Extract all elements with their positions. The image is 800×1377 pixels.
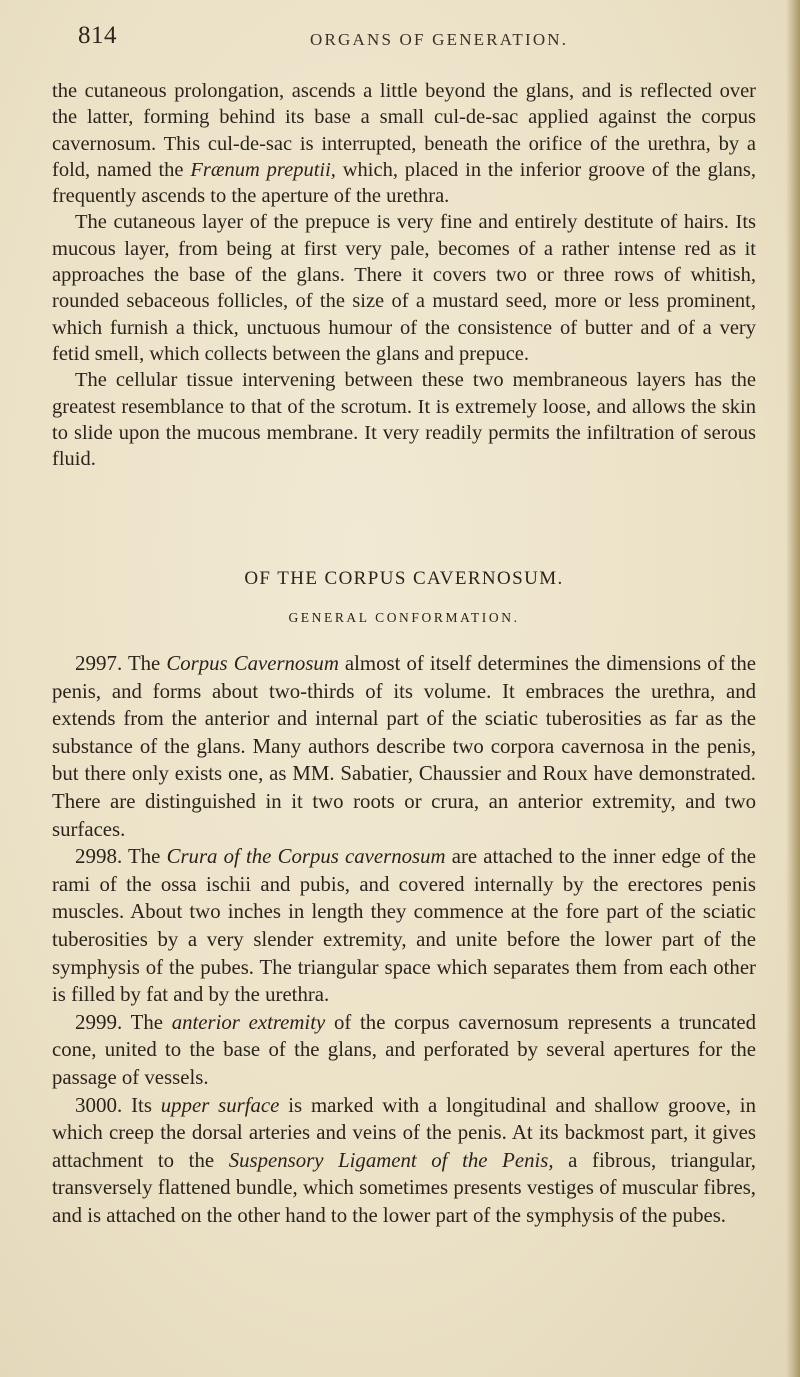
paragraph-number: 3000. (75, 1092, 123, 1117)
paragraph-number: 2998. (75, 844, 123, 869)
paragraph-text: almost of itself determines the dimensions of the penis, and forms about two-thirds of its volume. It embraces the urethra, and extends from the anterior and internal part of the sciatic tuberosities as far as the substance of the glans. Many authors describe two corpora cavernosa in the penis, but there only exists one, as MM. Sabatier, Chaussier and Roux have demonstrated. There are distinguished in it two roots or crura, an anterior extremity, and two surfaces. (52, 652, 756, 841)
paragraph-2998 (52, 843, 756, 1009)
running-head-title: ORGANS OF GENERATION. (310, 30, 569, 49)
paragraph-2999 (52, 1009, 756, 1092)
paragraph-number: 2999. (75, 1009, 123, 1034)
paragraph-text: the cutaneous prolongation, ascends a little beyond the glans, and is reflected over the latter, forming behind its base a small cul-de-sac applied against the corpus cavernosum. This cul-de-sac is interrupted, beneath the orifice of the urethra, by a fold, named the (52, 80, 756, 181)
section-heading: OF THE CORPUS CAVERNOSUM. (244, 568, 564, 589)
italic-term: anterior extremity (171, 1010, 326, 1034)
italic-term: Frænum preputii, (190, 158, 336, 181)
paragraph-text: The (122, 652, 167, 675)
paragraph-text: which, placed in the inferior groove of the glans, frequently ascends to the aperture of the urethra. (52, 158, 756, 208)
paragraph-text: The (122, 845, 167, 869)
paragraph-text: of the corpus cavernosum represents a truncated cone, united to the base of the glans, and perforated by several apertures for the passage of vessels. (52, 1010, 756, 1089)
italic-term: upper surface (160, 1093, 280, 1117)
paragraph: The cutaneous layer of the prepuce is very fine and entirely destitute of hairs. Its mucous layer, from being at first very pale, becomes of a rather intense red as it approaches the base of the glans. There it covers two or three rows of whitish, rounded sebaceous follicles, of the size of a mustard seed, more or less prominent, which furnish a thick, unctuous humour of the consistence of butter and of a very fetid smell, which collects between the glans and prepuce. (52, 211, 756, 365)
italic-term: Corpus Cavernosum (166, 652, 339, 675)
paragraph (52, 78, 756, 209)
paragraph-number: 2997. (75, 651, 123, 675)
italic-term: Crura of the Corpus cavernosum (166, 845, 446, 869)
text-block-prepuce (52, 78, 756, 472)
paragraph-text: Its (122, 1093, 161, 1117)
italic-term: Suspensory Ligament of the Penis, (228, 1148, 554, 1172)
paragraph-text: are attached to the inner edge of the rami of the ossa ischii and pubis, and covered internally by the erectores penis muscles. About two inches in length they commence at the fore part of the sciatic tuberosities by a very slender extremity, and unite before the lower part of the symphysis of the pubes. The triangular space which separates them from each other is filled by fat and by the urethra. (52, 845, 757, 1007)
paragraph-text: The (122, 1010, 172, 1034)
page-edge-shadow (786, 0, 800, 1377)
paragraph-text: is marked with a longitudinal and shallow groove, in which creep the dorsal arteries and veins of the penis. At its backmost part, it gives attachment to the (52, 1093, 756, 1172)
section-subheading: GENERAL CONFORMATION. (288, 610, 520, 625)
paragraph: The cellular tissue intervening between these two membraneous layers has the greatest resemblance to that of the scrotum. It is extremely loose, and allows the skin to slide upon the mucous membrane. It very readily permits the infiltration of serous fluid. (52, 369, 756, 471)
paragraph-3000 (52, 1092, 756, 1230)
paragraph-text: a fibrous, triangular, transversely flattened bundle, which sometimes presents vestiges of muscular fibres, and is attached on the other hand to the lower part of the symphysis of the pubes. (52, 1148, 756, 1227)
paragraph-2997 (52, 650, 756, 843)
text-block-corpus-cavernosum (52, 650, 756, 1229)
page-number: 814 (78, 22, 117, 49)
running-head (78, 22, 760, 58)
